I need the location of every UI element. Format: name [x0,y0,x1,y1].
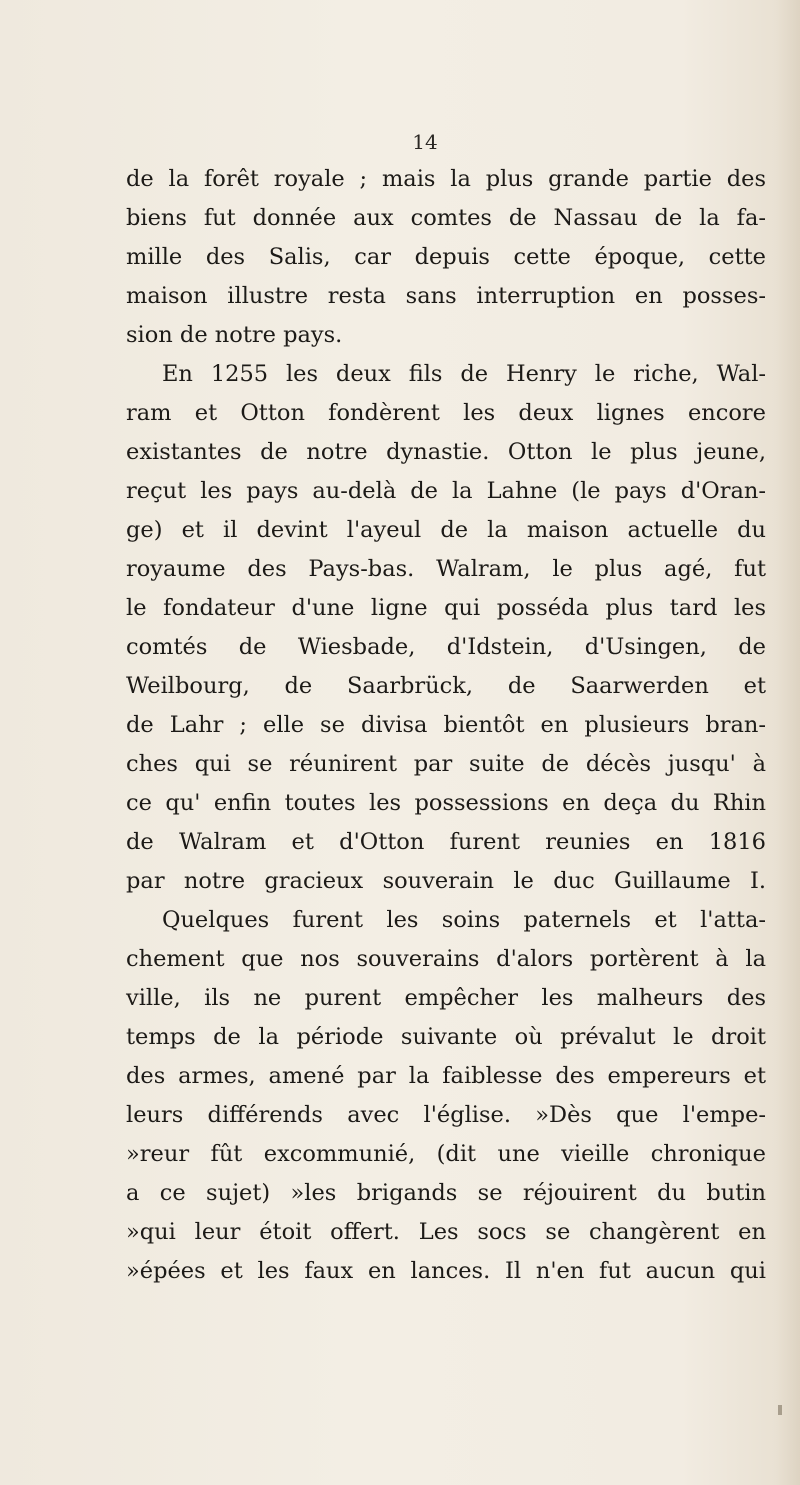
text-line: Weilbourg, de Saarbrück, de Saarwerden et [126,673,766,699]
text-line: ville, ils ne purent empêcher les malheurs des [126,985,766,1011]
text-line: ram et Otton fondèrent les deux lignes encore [126,400,766,426]
body-text [126,160,766,1291]
text-line: »qui leur étoit offert. Les socs se changèrent en [126,1219,766,1245]
text-line: des armes, amené par la faiblesse des empereurs et [126,1063,766,1089]
text-line: En 1255 les deux fils de Henry le riche, Wal- [162,361,766,387]
edge-speck [778,1405,782,1415]
text-line: temps de la période suivante où prévalut le droit [126,1024,766,1050]
text-line: Quelques furent les soins paternels et l'atta- [162,907,766,933]
text-line: biens fut donnée aux comtes de Nassau de la fa- [126,205,766,231]
text-line: par notre gracieux souverain le duc Guillaume I. [126,868,766,894]
text-line: comtés de Wiesbade, d'Idstein, d'Usingen, de [126,634,766,660]
text-line: existantes de notre dynastie. Otton le plus jeune, [126,439,766,465]
text-line: chement que nos souverains d'alors portèrent à la [126,946,766,972]
text-line: leurs différends avec l'église. »Dès que l'empe- [126,1102,766,1128]
text-line: ge) et il devint l'ayeul de la maison actuelle du [126,517,766,543]
text-line: de Walram et d'Otton furent reunies en 1816 [126,829,766,855]
text-line: royaume des Pays-bas. Walram, le plus agé, fut [126,556,766,582]
text-line: mille des Salis, car depuis cette époque, cette [126,244,766,270]
text-line: ches qui se réunirent par suite de décès jusqu' à [126,751,766,777]
text-line: de Lahr ; elle se divisa bientôt en plusieurs bran- [126,712,766,738]
text-line: maison illustre resta sans interruption en posses- [126,283,766,309]
page-number: 14 [412,130,438,154]
text-line: »épées et les faux en lances. Il n'en fut aucun qui [126,1258,766,1284]
text-line: »reur fût excommunié, (dit une vieille chronique [126,1141,766,1167]
text-line: ce qu' enfin toutes les possessions en deça du Rhin [126,790,766,816]
text-line: le fondateur d'une ligne qui posséda plus tard les [126,595,766,621]
text-line: a ce sujet) »les brigands se réjouirent du butin [126,1180,766,1206]
text-line: sion de notre pays. [126,322,343,348]
text-line: reçut les pays au-delà de la Lahne (le pays d'Oran- [126,478,766,504]
text-line: de la forêt royale ; mais la plus grande partie des [126,166,766,192]
